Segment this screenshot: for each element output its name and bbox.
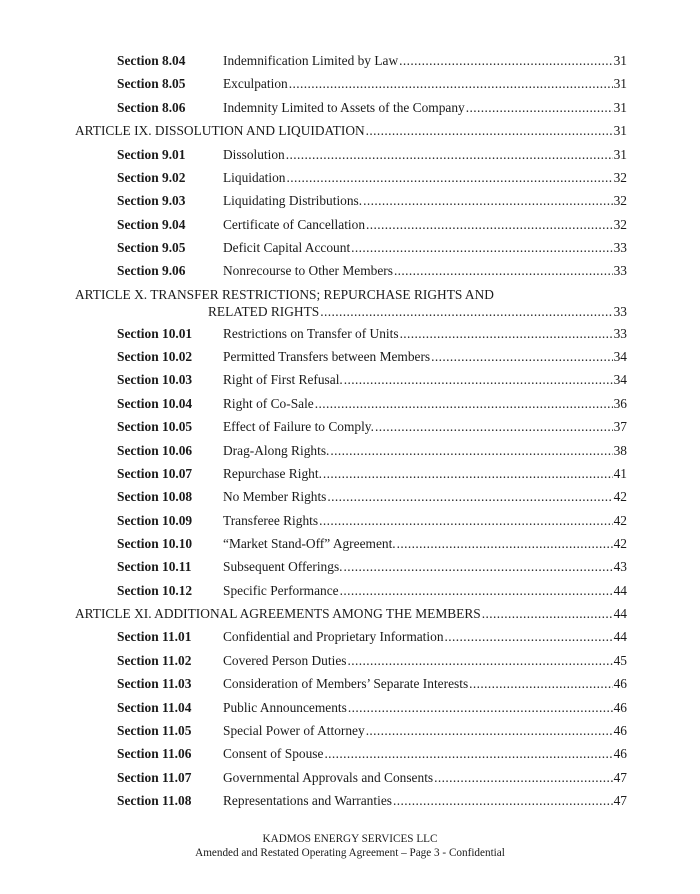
article-title-line1: ARTICLE X. TRANSFER RESTRICTIONS; REPURCHASE RIGHTS AND — [75, 287, 494, 302]
toc-entry-link[interactable] — [223, 676, 627, 692]
dot-leader — [330, 443, 612, 459]
toc-entry-link[interactable] — [223, 536, 627, 552]
section-number: Section 11.05 — [117, 723, 192, 738]
page-number: 44 — [613, 606, 627, 621]
toc-entry-link[interactable] — [223, 746, 627, 762]
page-number: 32 — [613, 193, 627, 208]
section-number: Section 10.10 — [117, 536, 193, 551]
section-title: Liquidation — [223, 170, 286, 185]
section-title: Restrictions on Transfer of Units — [223, 326, 399, 341]
section-title: Indemnity Limited to Assets of the Company — [223, 100, 465, 115]
section-number: Section 10.08 — [117, 489, 193, 504]
section-title: Right of First Refusal. — [223, 372, 343, 387]
toc-entry-link[interactable] — [223, 53, 627, 69]
dot-leader — [400, 326, 613, 342]
dot-leader — [320, 304, 612, 320]
section-title: Governmental Approvals and Consents — [223, 770, 434, 785]
toc-entry-link[interactable] — [223, 466, 627, 482]
page-number: 44 — [613, 583, 627, 598]
section-title: Consent of Spouse — [223, 746, 324, 761]
toc-entry-link[interactable] — [223, 240, 627, 256]
dot-leader — [286, 147, 613, 163]
section-number: Section 10.06 — [117, 443, 193, 458]
footer-page-info: Amended and Restated Operating Agreement – Page 3 - Confidential — [195, 847, 505, 859]
page-number: 45 — [613, 653, 627, 668]
page-number: 31 — [613, 123, 627, 138]
section-title: Deficit Capital Account — [223, 240, 351, 255]
toc-entry-link[interactable] — [223, 396, 627, 412]
toc-entry-link[interactable] — [223, 443, 627, 459]
page-number: 34 — [613, 372, 627, 387]
page-number: 33 — [613, 304, 627, 319]
section-number: Section 10.12 — [117, 583, 193, 598]
toc-entry-link[interactable] — [75, 606, 627, 622]
section-number: Section 10.07 — [117, 466, 193, 481]
page-number: 31 — [613, 100, 627, 115]
article-title: ARTICLE XI. ADDITIONAL AGREEMENTS AMONG THE MEMBERS — [75, 606, 481, 621]
section-number: Section 10.02 — [117, 349, 193, 364]
section-number: Section 10.09 — [117, 513, 193, 528]
page-number: 33 — [613, 326, 627, 341]
page-number: 38 — [613, 443, 627, 458]
section-title: Special Power of Attorney — [223, 723, 365, 738]
dot-leader — [466, 100, 613, 116]
section-title: Drag-Along Rights. — [223, 443, 330, 458]
page-number: 42 — [613, 513, 627, 528]
section-number: Section 8.04 — [117, 53, 186, 68]
dot-leader — [482, 606, 613, 622]
page-number: 31 — [613, 53, 627, 68]
toc-entry-link[interactable] — [223, 489, 627, 505]
section-number: Section 9.01 — [117, 147, 186, 162]
section-title: Specific Performance — [223, 583, 339, 598]
toc-entry-link[interactable] — [223, 193, 627, 209]
page-number: 46 — [613, 700, 627, 715]
toc-entry-link[interactable] — [223, 100, 627, 116]
article-title: ARTICLE IX. DISSOLUTION AND LIQUIDATION — [75, 123, 365, 138]
page-number: 42 — [613, 489, 627, 504]
toc-entry-link[interactable] — [223, 629, 627, 645]
section-title: Effect of Failure to Comply. — [223, 419, 374, 434]
section-title: Indemnification Limited by Law — [223, 53, 399, 68]
dot-leader — [399, 53, 612, 69]
section-number: Section 10.03 — [117, 372, 193, 387]
toc-entry-link[interactable] — [75, 123, 627, 139]
dot-leader — [324, 746, 612, 762]
toc-entry-link[interactable] — [223, 326, 627, 342]
dot-leader — [366, 217, 613, 233]
section-number: Section 11.07 — [117, 770, 192, 785]
section-title: Representations and Warranties — [223, 793, 392, 808]
dot-leader — [397, 536, 613, 552]
page-number: 33 — [613, 240, 627, 255]
section-number: Section 9.02 — [117, 170, 186, 185]
section-title: Confidential and Proprietary Information — [223, 629, 444, 644]
section-title: Dissolution — [223, 147, 285, 162]
page-number: 46 — [613, 676, 627, 691]
page-number: 32 — [613, 217, 627, 232]
dot-leader — [394, 263, 613, 279]
section-number: Section 10.01 — [117, 326, 193, 341]
section-title: Exculpation — [223, 76, 288, 91]
toc-entry-link[interactable] — [223, 217, 627, 233]
dot-leader — [319, 513, 613, 529]
dot-leader — [351, 240, 612, 256]
dot-leader — [315, 396, 613, 412]
dot-leader — [393, 793, 613, 809]
toc-entry-link[interactable] — [223, 76, 627, 92]
page-number: 42 — [613, 536, 627, 551]
page-number: 47 — [613, 793, 627, 808]
section-number: Section 8.05 — [117, 76, 186, 91]
footer-company: KADMOS ENERGY SERVICES LLC — [262, 833, 438, 845]
page-footer — [0, 832, 700, 860]
section-number: Section 9.03 — [117, 193, 186, 208]
dot-leader — [286, 170, 612, 186]
toc-entry-link[interactable] — [75, 287, 627, 320]
section-number: Section 11.01 — [117, 629, 192, 644]
section-title: Right of Co-Sale — [223, 396, 314, 411]
dot-leader — [445, 629, 613, 645]
toc-entry-link[interactable] — [223, 263, 627, 279]
toc-entry-link[interactable] — [223, 793, 627, 809]
section-number: Section 10.04 — [117, 396, 193, 411]
toc-entry-link[interactable] — [223, 513, 627, 529]
section-title: Covered Person Duties — [223, 653, 347, 668]
toc-entry-link[interactable] — [223, 170, 627, 186]
page-number: 43 — [613, 559, 627, 574]
dot-leader — [344, 372, 613, 388]
section-number: Section 11.03 — [117, 676, 192, 691]
page-number: 46 — [613, 746, 627, 761]
article-title-line2: RELATED RIGHTS — [208, 304, 320, 319]
dot-leader — [340, 583, 613, 599]
dot-leader — [327, 489, 612, 505]
page-number: 41 — [613, 466, 627, 481]
dot-leader — [323, 466, 613, 482]
page-number: 32 — [613, 170, 627, 185]
section-title: Permitted Transfers between Members — [223, 349, 431, 364]
page-number: 47 — [613, 770, 627, 785]
toc-entry-link[interactable] — [223, 349, 627, 365]
section-number: Section 11.04 — [117, 700, 192, 715]
toc-entry-link[interactable] — [223, 147, 627, 163]
section-number: Section 10.11 — [117, 559, 192, 574]
page-number: 33 — [613, 263, 627, 278]
section-title: Repurchase Right. — [223, 466, 322, 481]
section-number: Section 9.06 — [117, 263, 186, 278]
dot-leader — [431, 349, 612, 365]
dot-leader — [366, 123, 613, 139]
dot-leader — [469, 676, 612, 692]
section-number: Section 11.02 — [117, 653, 192, 668]
section-title: Public Announcements — [223, 700, 347, 715]
page-number: 36 — [613, 396, 627, 411]
page-number: 37 — [613, 419, 627, 434]
section-title: Subsequent Offerings. — [223, 559, 343, 574]
toc-entry-link[interactable] — [223, 723, 627, 739]
section-title: Transferee Rights — [223, 513, 319, 528]
dot-leader — [348, 700, 613, 716]
section-title: No Member Rights — [223, 489, 327, 504]
toc-entry-link[interactable] — [223, 583, 627, 599]
dot-leader — [344, 559, 613, 575]
section-title: Liquidating Distributions. — [223, 193, 363, 208]
toc-entry-link[interactable] — [223, 559, 627, 575]
section-title: Consideration of Members’ Separate Interests — [223, 676, 469, 691]
section-number: Section 9.05 — [117, 240, 186, 255]
page-number: 31 — [613, 76, 627, 91]
dot-leader — [366, 723, 613, 739]
toc-entry-link[interactable] — [223, 700, 627, 716]
dot-leader — [363, 193, 612, 209]
section-number: Section 9.04 — [117, 217, 186, 232]
dot-leader — [434, 770, 612, 786]
dot-leader — [347, 653, 612, 669]
page-number: 44 — [613, 629, 627, 644]
section-title: Certificate of Cancellation — [223, 217, 366, 232]
page-number: 34 — [613, 349, 627, 364]
section-number: Section 11.08 — [117, 793, 192, 808]
section-number: Section 8.06 — [117, 100, 186, 115]
page-number: 46 — [613, 723, 627, 738]
toc-entry-link[interactable] — [223, 372, 627, 388]
toc-entry-link[interactable] — [223, 419, 627, 435]
dot-leader — [375, 419, 613, 435]
section-title: Nonrecourse to Other Members — [223, 263, 393, 278]
section-number: Section 11.06 — [117, 746, 192, 761]
page-number: 31 — [613, 147, 627, 162]
dot-leader — [289, 76, 613, 92]
toc-entry-link[interactable] — [223, 770, 627, 786]
toc-entry-link[interactable] — [223, 653, 627, 669]
section-number: Section 10.05 — [117, 419, 193, 434]
section-title: “Market Stand-Off” Agreement. — [223, 536, 396, 551]
